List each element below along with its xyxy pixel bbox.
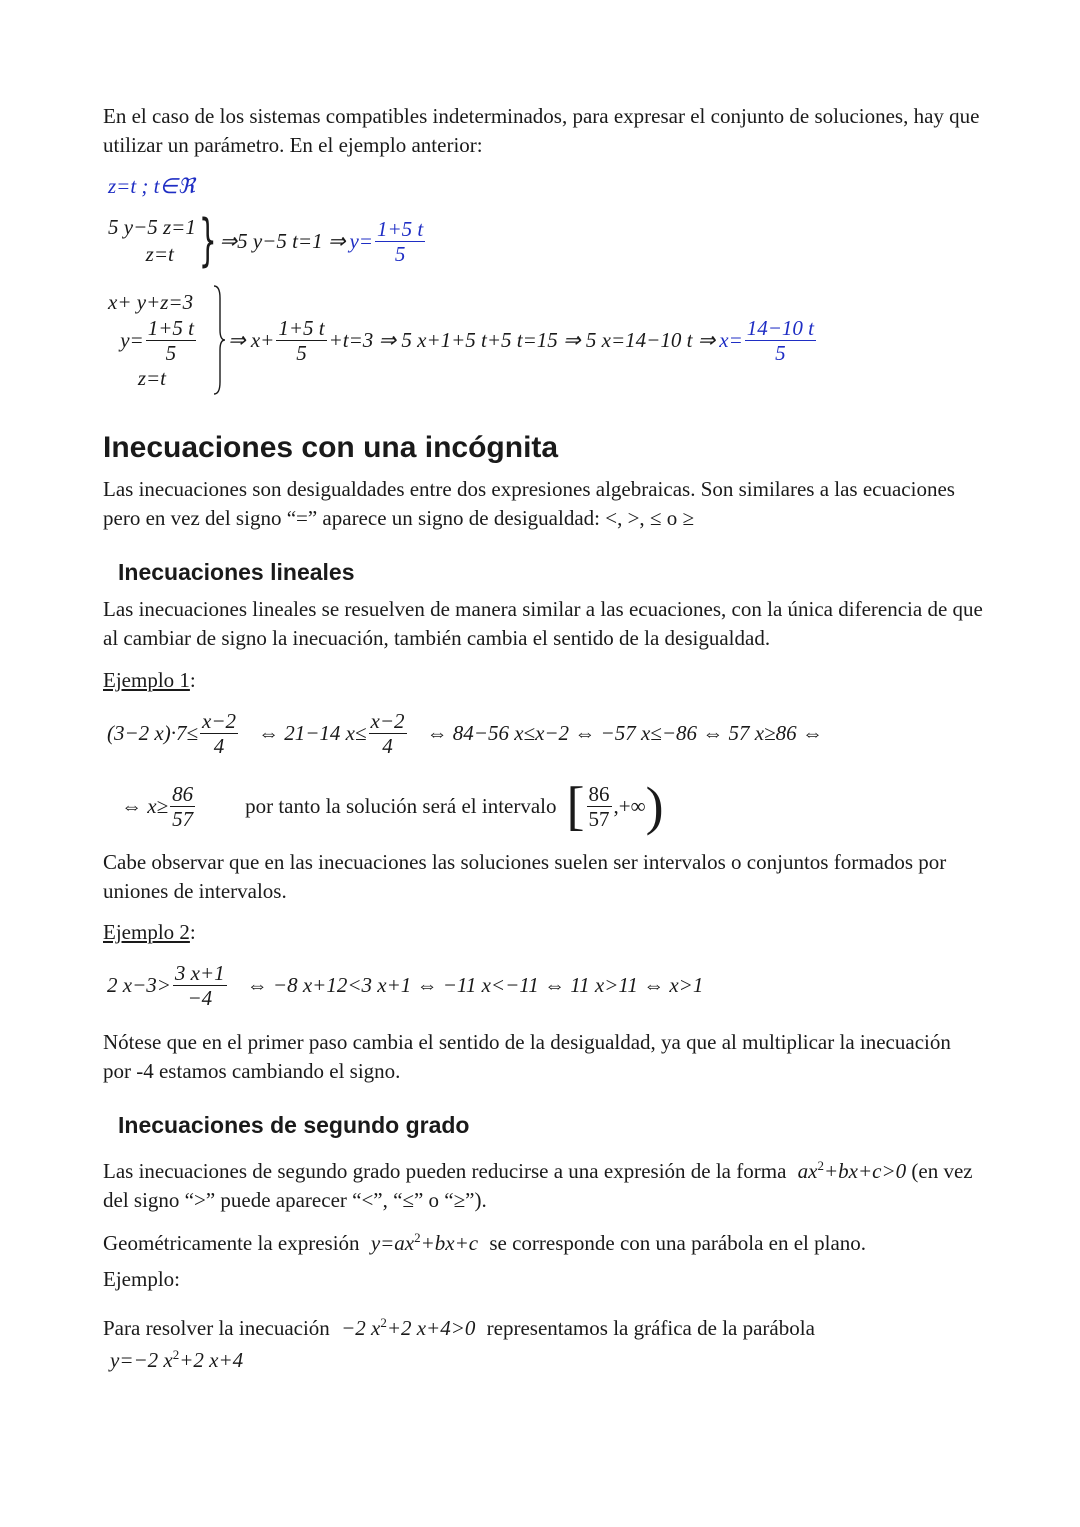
system-2-step-a: ⇒ x+ [228,327,275,352]
interval-denominator: 57 [588,806,610,831]
system-1-eq2: z=t [145,242,174,266]
example-1-d: ⇔ x≥ [121,793,169,818]
solve-expression-sup: 2 [380,1315,387,1330]
example-1-a: (3−2 x)·7≤ [107,721,199,745]
right-brace [212,284,226,396]
example-1-fraction-1-denominator: 4 [213,734,225,758]
observation-paragraph: Cabe observar que en las inecuaciones las soluciones suelen ser intervalos o conjuntos formados por uniones de intervalos. [103,850,947,903]
example-1-line-2 [121,776,664,836]
y-solution-denominator: 5 [394,241,406,266]
example-1-conclusion: por tanto la solución será el intervalo [245,793,557,818]
section-3-paragraph [103,1151,983,1215]
x-solution-numerator: 14−10 t [746,315,815,340]
example-2-heading [103,918,196,947]
system-2-eq2-fraction [146,316,196,365]
system-2-eq2-denominator: 5 [165,340,177,365]
parabola-expression-b: +2 x+4 [179,1348,244,1372]
form-expression-b: +bx+c>0 [823,1159,907,1183]
example-1-fraction-3 [170,782,195,831]
example-1-b: ⇔ 21−14 x≤ [258,721,367,745]
solve-text-a: Para resolver la inecuación [103,1316,330,1340]
parabola-equation [110,1340,243,1375]
example-1-heading [103,666,196,695]
section-3-text-a: Las inecuaciones de segundo grado pueden reducirse a una expresión de la forma [103,1159,787,1183]
example-1-fraction-3-denominator: 57 [172,806,194,831]
solve-expression-b: +2 x+4>0 [386,1316,476,1340]
solve-paragraph [103,1308,983,1343]
example-1-fraction-1 [200,709,238,758]
geometric-expression-a: y=ax [370,1231,415,1255]
section-title-segundo-grado: Inecuaciones de segundo grado [118,1112,470,1138]
system-2-step-b: +t=3 ⇒ 5 x+1+5 t+5 t=15 ⇒ 5 x=14−10 t ⇒ [328,327,716,352]
system-2-eq2-numerator: 1+5 t [147,315,194,340]
geometric-text-a: Geométricamente la expresión [103,1231,360,1255]
section-1-paragraph: Las inecuaciones son desigualdades entre dos expresiones algebraicas. Son similares a las ecuaciones pero en vez del signo “=” aparece un signo de desigualdad: <, >, ≤ o ≥ [103,477,955,530]
interval-numerator: 86 [588,781,610,806]
interval-close-paren: ) [645,776,664,836]
example-1-line-1 [107,709,823,758]
example-1-fraction-2-denominator: 4 [382,734,393,758]
system-1 [108,208,427,273]
form-expression-sup: 2 [817,1158,824,1173]
x-solution-label: x= [719,327,743,352]
system-2-step-numerator: 1+5 t [278,315,325,340]
system-2-step-fraction [276,316,326,365]
form-expression-a: ax [797,1159,818,1183]
system-2-step-denominator: 5 [296,340,307,365]
system-2-eq3: z=t [137,365,166,390]
example-1-fraction-2 [369,709,407,758]
y-solution-numerator: 1+5 t [376,216,424,241]
example-2-fraction-numerator: 3 x+1 [174,961,225,985]
parameter-definition: z=t ; t∈ℜ [108,174,195,198]
interval-open-bracket: [ [566,776,585,836]
section-3-text-b: (en vez del signo “>” puede aparecer “<”, “≤” o “≥”). [103,1159,973,1212]
y-solution-label: y= [349,228,373,253]
example-2-line [107,961,703,1010]
example-2-fraction-denominator: −4 [187,986,213,1010]
example-2-colon: : [189,920,196,944]
example-1-fraction-2-numerator: x−2 [370,709,405,733]
system-2 [108,284,818,396]
right-brace: } [198,208,217,273]
section-2-paragraph: Las inecuaciones lineales se resuelven de manera similar a las ecuaciones, con la única diferencia de que al cambiar de signo la inecuación, también cambia el sentido de la desigualdad. [103,597,983,650]
interval-fraction [587,782,612,831]
x-solution-fraction [745,316,816,365]
geometric-paragraph [103,1223,983,1258]
solve-expression-a: −2 x [341,1316,381,1340]
system-1-eq1: 5 y−5 z=1 [108,215,196,239]
intro-paragraph: En el caso de los sistemas compatibles indeterminados, para expresar el conjunto de soluciones, hay que utilizar un parámetro. En el ejemplo anterior: [103,104,980,157]
example-label: Ejemplo: [103,1267,180,1291]
y-solution-fraction [375,217,425,266]
example-2-b: ⇔ −8 x+12<3 x+1 ⇔ −11 x<−11 ⇔ 11 x>11 ⇔ x>1 [246,973,704,997]
system-2-eq1: x+ y+z=3 [108,289,194,314]
interval-tail: ,+∞ [613,793,646,818]
section-title-lineales: Inecuaciones lineales [118,559,355,585]
parabola-expression-sup: 2 [172,1347,180,1362]
solve-text-b: representamos la gráfica de la parábola [486,1316,815,1340]
system-2-eq2-label: y= [120,327,144,352]
system-1-result: ⇒5 y−5 t=1 ⇒ [219,228,346,253]
example-1-colon: : [189,668,196,692]
example-2-fraction [173,961,227,1010]
example-1-fraction-3-numerator: 86 [172,781,194,806]
example-2-a: 2 x−3> [107,973,171,997]
example-1-fraction-1-numerator: x−2 [202,709,237,733]
parabola-expression-a: y=−2 x [110,1348,173,1372]
section-title-inecuaciones: Inecuaciones con una incógnita [103,431,559,464]
x-solution-denominator: 5 [775,340,786,365]
note-paragraph: Nótese que en el primer paso cambia el sentido de la desigualdad, ya que al multiplicar la inecuación por -4 estamos cambiando el signo. [103,1030,951,1083]
example-2-label: Ejemplo 2 [103,920,190,944]
geometric-text-b: se corresponde con una parábola en el plano. [489,1231,867,1255]
example-1-label: Ejemplo 1 [103,668,190,692]
geometric-expression-sup: 2 [414,1230,421,1245]
geometric-expression-b: +bx+c [420,1231,479,1255]
example-1-c: ⇔ 84−56 x≤x−2 ⇔ −57 x≤−86 ⇔ 57 x≥86 ⇔ [426,721,823,745]
